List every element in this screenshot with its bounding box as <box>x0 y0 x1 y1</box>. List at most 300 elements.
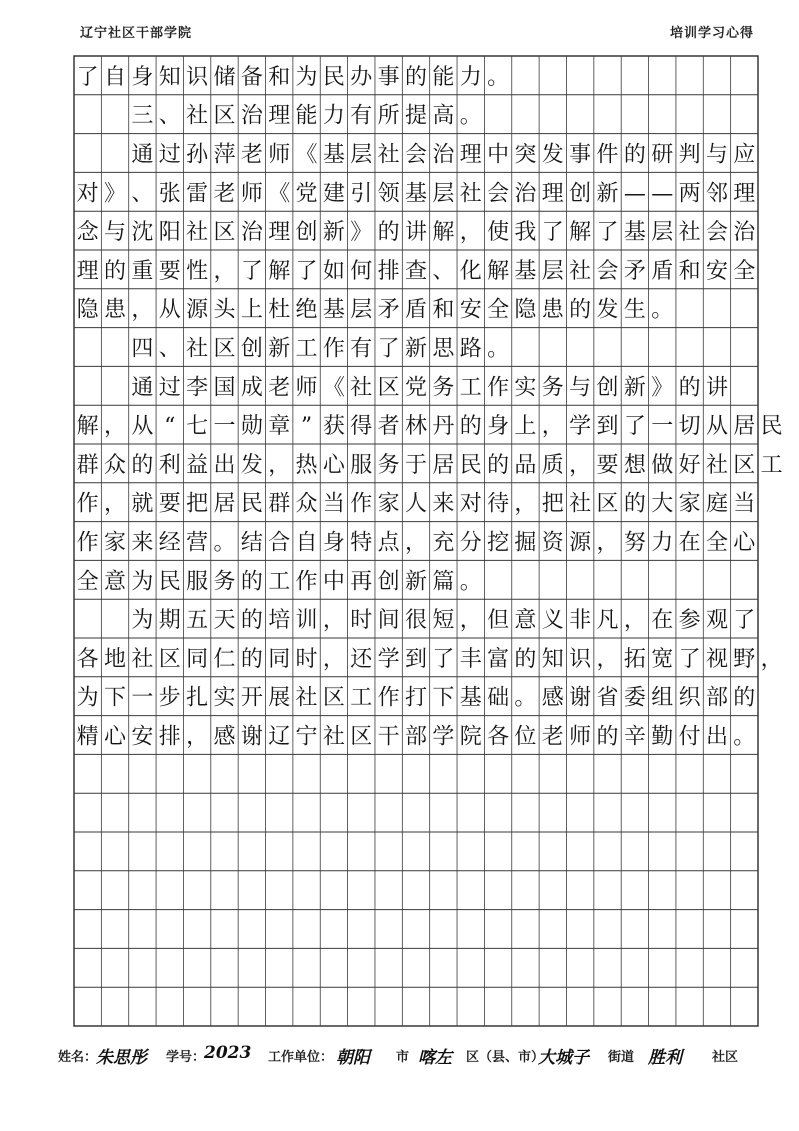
handwritten-char: 宽 <box>651 646 674 672</box>
handwritten-char: 委 <box>623 685 646 711</box>
handwritten-char: ， <box>268 452 291 478</box>
handwritten-char: 孙 <box>186 142 209 168</box>
handwritten-char: ， <box>459 220 482 246</box>
handwritten-char: ， <box>104 414 127 440</box>
handwritten-char: 知 <box>158 64 181 90</box>
handwritten-char: 对 <box>76 181 99 207</box>
handwritten-char: 治 <box>432 142 455 168</box>
handwritten-char: 会 <box>596 258 619 284</box>
handwritten-char: 展 <box>268 685 291 711</box>
handwritten-char: 民 <box>459 452 482 478</box>
handwritten-char: 理 <box>268 220 291 246</box>
handwritten-char: 精 <box>76 724 99 750</box>
handwritten-char: 感 <box>541 685 564 711</box>
handwritten-line <box>77 725 756 750</box>
handwritten-char: 发 <box>596 297 619 323</box>
handwritten-char: 步 <box>158 685 181 711</box>
handwritten-char: 部 <box>404 724 428 750</box>
handwritten-char: ， <box>596 530 619 556</box>
handwritten-char: 拓 <box>623 646 646 672</box>
handwritten-char: 好 <box>678 452 701 478</box>
handwritten-char: 还 <box>350 646 373 672</box>
handwritten-char: 出 <box>213 452 236 478</box>
handwritten-char: 区 <box>596 491 619 517</box>
handwritten-char: 要 <box>158 258 181 284</box>
handwritten-char: 隐 <box>76 297 99 323</box>
handwritten-char: 排 <box>377 258 400 284</box>
handwritten-char: 心 <box>104 724 127 750</box>
handwritten-char: 国 <box>213 375 236 401</box>
handwritten-char: 大 <box>651 491 674 517</box>
handwritten-char: 社 <box>322 724 345 750</box>
handwritten-char: 务 <box>213 569 236 595</box>
handwritten-char: 领 <box>377 181 400 207</box>
handwritten-char: 区 <box>377 375 400 401</box>
handwritten-char: 。 <box>213 530 236 556</box>
handwritten-char: 仁 <box>213 646 236 672</box>
handwritten-char: 念 <box>76 220 99 246</box>
handwritten-char: 的 <box>377 220 400 246</box>
handwritten-char: 民 <box>158 569 181 595</box>
handwritten-char: 新 <box>322 220 345 246</box>
handwritten-char: 工 <box>268 569 291 595</box>
handwritten-char: 区 <box>158 646 181 672</box>
handwritten-char: 治 <box>514 181 537 207</box>
handwritten-char: 《 <box>295 142 318 168</box>
handwritten-char: 力 <box>651 530 674 556</box>
handwritten-char: 部 <box>705 685 728 711</box>
handwritten-char: 提 <box>404 103 428 129</box>
handwritten-char: 》 <box>651 375 674 401</box>
handwritten-char: 上 <box>240 297 263 323</box>
handwritten-char: 何 <box>350 258 373 284</box>
handwritten-char: 区 <box>213 336 236 362</box>
handwritten-char: 能 <box>295 103 318 129</box>
handwritten-char: 识 <box>186 64 209 90</box>
handwritten-char: 所 <box>377 103 400 129</box>
handwritten-char: 基 <box>514 258 537 284</box>
handwritten-char: 《 <box>322 375 345 401</box>
handwritten-char: ， <box>541 414 564 440</box>
handwritten-char: 想 <box>623 452 646 478</box>
handwritten-char: 从 <box>158 297 181 323</box>
handwritten-char: 师 <box>569 724 592 750</box>
handwritten-char: 雷 <box>186 181 209 207</box>
handwritten-char: 事 <box>377 64 400 90</box>
city-value: 朝阳 <box>336 1048 370 1068</box>
handwritten-char: 感 <box>213 724 236 750</box>
handwritten-char: 作 <box>377 685 400 711</box>
handwritten-char: 老 <box>541 724 564 750</box>
handwritten-char: 群 <box>268 491 291 517</box>
handwritten-char: 义 <box>541 608 564 634</box>
handwritten-char: 重 <box>131 258 154 284</box>
handwritten-char: ， <box>404 530 428 556</box>
handwritten-char: 层 <box>350 142 373 168</box>
handwritten-char: ， <box>213 258 236 284</box>
handwritten-char: 居 <box>733 414 756 440</box>
handwritten-char: 社 <box>678 220 701 246</box>
handwritten-char: 作 <box>76 491 99 517</box>
handwritten-char: 党 <box>295 181 318 207</box>
handwritten-char: 萍 <box>213 142 236 168</box>
handwritten-char: 治 <box>240 103 263 129</box>
academy-name: 辽宁社区干部学院 <box>80 26 193 41</box>
handwritten-char: 省 <box>596 685 619 711</box>
handwritten-char: 区 <box>350 724 373 750</box>
handwritten-char: 务 <box>377 452 400 478</box>
handwritten-char: 为 <box>295 64 318 90</box>
handwritten-char: 头 <box>213 297 236 323</box>
community-value: 胜利 <box>648 1048 682 1068</box>
handwritten-char: 五 <box>186 608 209 634</box>
handwritten-char: 师 <box>268 142 291 168</box>
handwritten-char: 谢 <box>240 724 263 750</box>
handwritten-char: 理 <box>733 181 756 207</box>
handwritten-char: 把 <box>541 491 564 517</box>
handwritten-char: 件 <box>596 142 619 168</box>
handwritten-char: 工 <box>760 452 783 478</box>
handwritten-char: 开 <box>240 685 263 711</box>
handwritten-char: 的 <box>404 64 428 90</box>
handwritten-char: 经 <box>158 530 181 556</box>
handwritten-char: 学 <box>377 646 400 672</box>
handwritten-char: 社 <box>350 375 373 401</box>
handwritten-char: 盾 <box>651 258 674 284</box>
handwritten-char: 新 <box>404 569 428 595</box>
handwritten-char: 全 <box>76 569 99 595</box>
handwritten-char: ， <box>623 608 646 634</box>
handwritten-char: 通 <box>131 142 154 168</box>
handwritten-char: 务 <box>541 375 564 401</box>
handwritten-char: 础 <box>487 685 510 711</box>
handwritten-char: 辽 <box>268 724 291 750</box>
handwritten-char: 能 <box>432 64 455 90</box>
handwritten-char: 过 <box>158 375 181 401</box>
handwritten-char: 力 <box>322 103 345 129</box>
handwritten-char: 解 <box>432 220 455 246</box>
handwritten-char: 的 <box>678 375 701 401</box>
handwritten-char: 作 <box>76 530 99 556</box>
handwritten-char: 一 <box>213 414 236 440</box>
handwritten-char: 与 <box>569 375 592 401</box>
handwritten-char: 辛 <box>623 724 646 750</box>
handwritten-char: 谢 <box>569 685 592 711</box>
name-label: 姓名： <box>58 1050 98 1065</box>
handwritten-char: 社 <box>186 103 209 129</box>
handwritten-char: 两 <box>678 181 701 207</box>
handwritten-char: 的 <box>623 142 646 168</box>
student-id-value: 2023 <box>204 1043 252 1063</box>
handwritten-char: 基 <box>459 685 482 711</box>
handwritten-char: 党 <box>404 375 428 401</box>
handwritten-char: 新 <box>268 336 291 362</box>
handwritten-char: 了 <box>432 646 455 672</box>
handwritten-char: 安 <box>459 297 482 323</box>
handwritten-char: 突 <box>514 142 537 168</box>
handwritten-char: 得 <box>350 414 373 440</box>
handwritten-char: ， <box>104 491 127 517</box>
handwritten-char: 。 <box>459 569 482 595</box>
handwritten-char: 识 <box>569 646 592 672</box>
handwritten-char: 隐 <box>514 297 537 323</box>
handwritten-char: 会 <box>404 142 428 168</box>
handwritten-char: 服 <box>350 452 373 478</box>
handwritten-char: 家 <box>678 491 701 517</box>
handwritten-char: 当 <box>733 491 756 517</box>
handwritten-char: 自 <box>295 530 318 556</box>
handwritten-char: 资 <box>541 530 564 556</box>
handwritten-char: 在 <box>651 608 674 634</box>
handwritten-char: 矛 <box>377 297 400 323</box>
handwritten-char: 作 <box>350 491 373 517</box>
handwritten-char: 心 <box>322 452 345 478</box>
handwritten-line <box>77 220 757 245</box>
handwritten-char: 打 <box>404 685 428 711</box>
handwritten-line <box>77 569 482 594</box>
handwritten-char: ， <box>186 724 209 750</box>
handwritten-char: 工 <box>350 685 373 711</box>
handwritten-char: 全 <box>487 297 510 323</box>
handwritten-char: 的 <box>596 724 619 750</box>
handwritten-char: 篇 <box>432 569 455 595</box>
handwritten-char: 治 <box>733 220 756 246</box>
handwritten-char: 上 <box>514 414 537 440</box>
handwritten-char: 学 <box>432 724 455 750</box>
handwritten-char: 培 <box>268 608 291 634</box>
handwritten-char: 间 <box>377 608 400 634</box>
handwritten-char: 织 <box>678 685 701 711</box>
handwritten-char: 野 <box>733 646 756 672</box>
handwritten-char: 和 <box>678 258 701 284</box>
district-value: 喀左 <box>418 1048 452 1068</box>
handwritten-char: 通 <box>131 375 154 401</box>
handwritten-char: 层 <box>541 258 564 284</box>
handwritten-char: 富 <box>487 646 510 672</box>
handwritten-char: 时 <box>350 608 373 634</box>
handwritten-char: ， <box>596 646 619 672</box>
handwritten-line <box>77 686 756 711</box>
handwritten-char: 做 <box>651 452 674 478</box>
handwritten-char: 的 <box>514 646 537 672</box>
handwritten-char: 社 <box>186 220 209 246</box>
handwritten-char: 在 <box>678 530 701 556</box>
handwritten-char: 创 <box>596 375 619 401</box>
street-label: 街道 <box>608 1050 635 1065</box>
handwritten-char: 研 <box>651 142 674 168</box>
handwritten-char: 层 <box>651 220 674 246</box>
handwritten-char: 要 <box>158 491 181 517</box>
handwritten-char: 绝 <box>295 297 318 323</box>
handwritten-char: 章 <box>268 414 291 440</box>
handwritten-char: 成 <box>240 375 263 401</box>
handwritten-char: 天 <box>213 608 236 634</box>
handwritten-char: 力 <box>459 64 482 90</box>
handwritten-char: 区 <box>213 103 236 129</box>
handwritten-char: 新 <box>623 375 646 401</box>
handwritten-char: 查 <box>404 258 428 284</box>
handwritten-char: ， <box>322 608 345 634</box>
handwritten-char: 地 <box>104 646 127 672</box>
handwritten-char: 。 <box>487 336 510 362</box>
handwritten-char: 患 <box>104 297 127 323</box>
handwritten-char: 理 <box>541 181 564 207</box>
handwritten-char: 创 <box>569 181 592 207</box>
handwritten-char: 知 <box>541 646 564 672</box>
handwritten-char: 了 <box>733 608 756 634</box>
handwritten-char: 使 <box>487 220 510 246</box>
handwritten-char: 再 <box>350 569 373 595</box>
handwritten-char: 中 <box>322 569 345 595</box>
handwritten-char: 的 <box>623 491 646 517</box>
handwritten-char: 沈 <box>131 220 154 246</box>
handwritten-char: 服 <box>186 569 209 595</box>
handwritten-char: 层 <box>432 181 455 207</box>
handwritten-char: 《 <box>268 181 291 207</box>
handwritten-char: 视 <box>705 646 728 672</box>
handwritten-char: 与 <box>104 220 127 246</box>
handwritten-line <box>77 259 756 284</box>
handwritten-char: 就 <box>131 491 154 517</box>
handwritten-char: 家 <box>377 491 400 517</box>
handwritten-char: ， <box>514 491 537 517</box>
handwritten-char: 理 <box>76 258 99 284</box>
handwritten-char: 安 <box>131 724 154 750</box>
handwritten-char: 下 <box>432 685 455 711</box>
handwritten-char: 群 <box>76 452 99 478</box>
handwritten-char: 、 <box>131 181 154 207</box>
handwritten-char: 身 <box>487 414 510 440</box>
handwritten-char: 于 <box>404 452 428 478</box>
handwritten-char: ， <box>569 452 592 478</box>
handwritten-char: 基 <box>623 220 646 246</box>
handwritten-char: 》 <box>104 181 127 207</box>
handwritten-char: 》 <box>350 220 373 246</box>
handwritten-char: 到 <box>596 414 619 440</box>
handwritten-char: 努 <box>623 530 646 556</box>
student-id-label: 学号： <box>166 1050 206 1065</box>
handwritten-char: 自 <box>104 64 127 90</box>
handwritten-char: 作 <box>322 336 345 362</box>
handwritten-char: 很 <box>404 608 428 634</box>
handwritten-char: 。 <box>459 103 482 129</box>
handwritten-char: 的 <box>733 685 756 711</box>
handwritten-char: 矛 <box>623 258 646 284</box>
handwritten-char: 观 <box>705 608 728 634</box>
handwritten-char: 家 <box>104 530 127 556</box>
handwritten-char: 治 <box>240 220 263 246</box>
handwritten-char: 居 <box>213 491 236 517</box>
handwritten-char: 性 <box>186 258 209 284</box>
page-heading: 培训学习心得 <box>669 26 754 41</box>
handwritten-char: 丰 <box>459 646 482 672</box>
handwritten-char: 组 <box>651 685 674 711</box>
handwritten-char: 为 <box>131 608 154 634</box>
handwritten-char: 庭 <box>705 491 728 517</box>
handwritten-char: 实 <box>514 375 537 401</box>
handwritten-char: 源 <box>186 297 209 323</box>
handwritten-char: 、 <box>158 336 181 362</box>
handwritten-char: 工 <box>295 336 318 362</box>
handwritten-char: 、 <box>158 103 181 129</box>
handwritten-char: 的 <box>487 452 510 478</box>
handwritten-char: 新 <box>404 336 428 362</box>
handwritten-char: 热 <box>295 452 318 478</box>
handwritten-char: 待 <box>487 491 510 517</box>
handwritten-char: 创 <box>377 569 400 595</box>
handwritten-char: ， <box>459 608 482 634</box>
handwritten-char: 院 <box>459 724 482 750</box>
handwritten-char: 要 <box>596 452 619 478</box>
handwritten-char: 把 <box>186 491 209 517</box>
handwritten-char: 了 <box>295 258 318 284</box>
handwritten-char: 基 <box>322 142 345 168</box>
handwritten-char: 了 <box>76 64 99 90</box>
handwritten-char: 师 <box>240 181 263 207</box>
handwritten-char: 备 <box>240 64 263 90</box>
handwritten-char: 创 <box>240 336 263 362</box>
handwritten-char: 林 <box>404 414 428 440</box>
handwritten-char: 了 <box>541 220 564 246</box>
handwritten-char: 训 <box>295 608 318 634</box>
handwritten-char: 排 <box>158 724 181 750</box>
handwritten-char: 从 <box>705 414 728 440</box>
handwritten-char: 。 <box>733 724 756 750</box>
handwritten-char: 但 <box>487 608 510 634</box>
handwritten-char: 干 <box>377 724 400 750</box>
handwritten-char: 分 <box>459 530 482 556</box>
handwritten-char: 盾 <box>404 297 428 323</box>
handwritten-char: 勤 <box>651 724 674 750</box>
handwritten-char: 品 <box>514 452 537 478</box>
community-label: 社区 <box>712 1050 739 1065</box>
handwritten-char: 有 <box>350 103 373 129</box>
handwritten-char: 合 <box>268 530 291 556</box>
handwritten-char: 居 <box>432 452 455 478</box>
handwritten-line <box>77 181 756 206</box>
handwritten-char: 勋 <box>240 414 263 440</box>
handwritten-char: ， <box>322 646 345 672</box>
handwritten-char: 源 <box>569 530 592 556</box>
handwritten-char: 、 <box>432 258 455 284</box>
handwritten-char: 中 <box>487 142 510 168</box>
handwritten-char: 民 <box>240 491 263 517</box>
handwritten-char: 社 <box>569 491 592 517</box>
handwritten-char: 短 <box>432 608 455 634</box>
handwritten-char: 建 <box>322 181 345 207</box>
handwritten-char: 。 <box>514 685 537 711</box>
handwritten-char: 全 <box>733 258 756 284</box>
handwritten-char: 区 <box>213 220 236 246</box>
handwritten-char: 身 <box>322 530 345 556</box>
handwritten-line <box>131 143 755 168</box>
handwritten-char: 区 <box>322 685 345 711</box>
handwritten-char: 社 <box>705 452 728 478</box>
handwritten-char: 社 <box>377 142 400 168</box>
handwritten-char: 老 <box>213 181 236 207</box>
handwritten-char: 务 <box>432 375 455 401</box>
street-value: 大城子 <box>538 1048 589 1068</box>
handwritten-char: 一 <box>651 414 674 440</box>
handwritten-char: 从 <box>131 414 154 440</box>
handwritten-char: 民 <box>322 64 345 90</box>
handwritten-char: 特 <box>350 530 373 556</box>
handwritten-char: 。 <box>487 64 510 90</box>
handwritten-char: 解 <box>487 258 510 284</box>
handwritten-char: 应 <box>733 142 756 168</box>
handwritten-char: 凡 <box>596 608 619 634</box>
handwritten-char: 掘 <box>514 530 537 556</box>
